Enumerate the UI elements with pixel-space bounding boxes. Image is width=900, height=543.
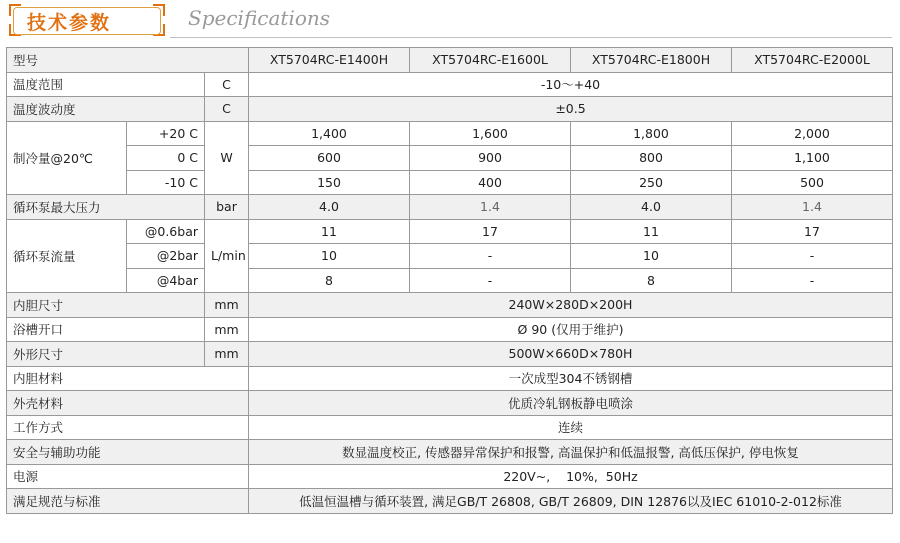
value-cell: 低温恒温槽与循环装置, 满足GB/T 26808, GB/T 26809, DIN 12876以及IEC 61010-2-012标准 [249, 489, 893, 514]
model-cell: XT5704RC-E1800H [571, 48, 732, 73]
row-label: 内胆材料 [7, 366, 249, 391]
model-cell: XT5704RC-E1600L [410, 48, 571, 73]
condition-cell: 0 C [127, 146, 205, 171]
unit-cell: mm [205, 293, 249, 318]
value-cell: -10～+40 [249, 72, 893, 97]
value-cell: 一次成型304不锈钢槽 [249, 366, 893, 391]
row-label: 循环泵最大压力 [7, 195, 205, 220]
value-cell: 600 [249, 146, 410, 171]
value-cell: 4.0 [249, 195, 410, 220]
value-cell: - [410, 244, 571, 269]
section-header [0, 0, 900, 44]
value-cell: ±0.5 [249, 97, 893, 122]
value-cell: 连续 [249, 415, 893, 440]
value-cell: 1,100 [732, 146, 893, 171]
row-label: 温度波动度 [7, 97, 205, 122]
unit-cell: C [205, 72, 249, 97]
row-label: 浴槽开口 [7, 317, 205, 342]
value-cell: 500 [732, 170, 893, 195]
table-row-bath-opening [7, 317, 893, 342]
table-row-cooling [7, 146, 893, 171]
value-cell: 1,400 [249, 121, 410, 146]
value-cell: 800 [571, 146, 732, 171]
value-cell: 优质冷轧钢板静电喷涂 [249, 391, 893, 416]
condition-cell: +20 C [127, 121, 205, 146]
value-cell: 1.4 [732, 195, 893, 220]
condition-cell: -10 C [127, 170, 205, 195]
value-cell: 10 [571, 244, 732, 269]
table-row-temp-range [7, 72, 893, 97]
value-cell: - [732, 244, 893, 269]
row-label: 制冷量@20℃ [7, 121, 127, 195]
condition-cell: @0.6bar [127, 219, 205, 244]
value-cell: 8 [571, 268, 732, 293]
row-label: 外壳材料 [7, 391, 249, 416]
value-cell: 900 [410, 146, 571, 171]
header-divider [170, 37, 892, 38]
table-row-pump-flow [7, 244, 893, 269]
table-row-outer-size [7, 342, 893, 367]
title-frame [9, 4, 165, 36]
unit-cell: mm [205, 342, 249, 367]
value-cell: 250 [571, 170, 732, 195]
spec-table [6, 47, 893, 514]
row-label: 安全与辅助功能 [7, 440, 249, 465]
table-row-model [7, 48, 893, 73]
unit-cell: mm [205, 317, 249, 342]
table-row-pump-flow [7, 268, 893, 293]
table-row-safety [7, 440, 893, 465]
row-label: 内胆尺寸 [7, 293, 205, 318]
row-label: 满足规范与标准 [7, 489, 249, 514]
value-cell: 17 [410, 219, 571, 244]
row-label: 温度范围 [7, 72, 205, 97]
value-cell: 17 [732, 219, 893, 244]
value-cell: 220V~, 10%, 50Hz [249, 464, 893, 489]
row-label: 循环泵流量 [7, 219, 127, 293]
value-cell: 1.4 [410, 195, 571, 220]
section-title-en: Specifications [188, 6, 331, 30]
condition-cell: @2bar [127, 244, 205, 269]
row-label: 外形尺寸 [7, 342, 205, 367]
table-row-pump-flow [7, 219, 893, 244]
table-row-cooling [7, 121, 893, 146]
section-title-cn: 技术参数 [27, 12, 112, 34]
unit-cell: W [205, 121, 249, 195]
value-cell: - [410, 268, 571, 293]
condition-cell: @4bar [127, 268, 205, 293]
value-cell: 240W×280D×200H [249, 293, 893, 318]
row-label: 电源 [7, 464, 249, 489]
row-label: 型号 [7, 48, 249, 73]
value-cell: 1,800 [571, 121, 732, 146]
unit-cell: C [205, 97, 249, 122]
table-row-inner-material [7, 366, 893, 391]
value-cell: 8 [249, 268, 410, 293]
value-cell: 1,600 [410, 121, 571, 146]
value-cell: 2,000 [732, 121, 893, 146]
value-cell: Ø 90 (仅用于维护) [249, 317, 893, 342]
value-cell: 500W×660D×780H [249, 342, 893, 367]
model-cell: XT5704RC-E1400H [249, 48, 410, 73]
table-row-work-mode [7, 415, 893, 440]
value-cell: 10 [249, 244, 410, 269]
value-cell: - [732, 268, 893, 293]
table-row-temp-fluct [7, 97, 893, 122]
value-cell: 11 [249, 219, 410, 244]
unit-cell: L/min [205, 219, 249, 293]
value-cell: 400 [410, 170, 571, 195]
table-row-inner-size [7, 293, 893, 318]
table-row-shell-material [7, 391, 893, 416]
value-cell: 11 [571, 219, 732, 244]
unit-cell: bar [205, 195, 249, 220]
value-cell: 数显温度校正, 传感器异常保护和报警, 高温保护和低温报警, 高低压保护, 停电恢复 [249, 440, 893, 465]
model-cell: XT5704RC-E2000L [732, 48, 893, 73]
value-cell: 4.0 [571, 195, 732, 220]
table-row-pump-pressure [7, 195, 893, 220]
value-cell: 150 [249, 170, 410, 195]
table-row-standard [7, 489, 893, 514]
table-row-cooling [7, 170, 893, 195]
table-row-power [7, 464, 893, 489]
row-label: 工作方式 [7, 415, 249, 440]
